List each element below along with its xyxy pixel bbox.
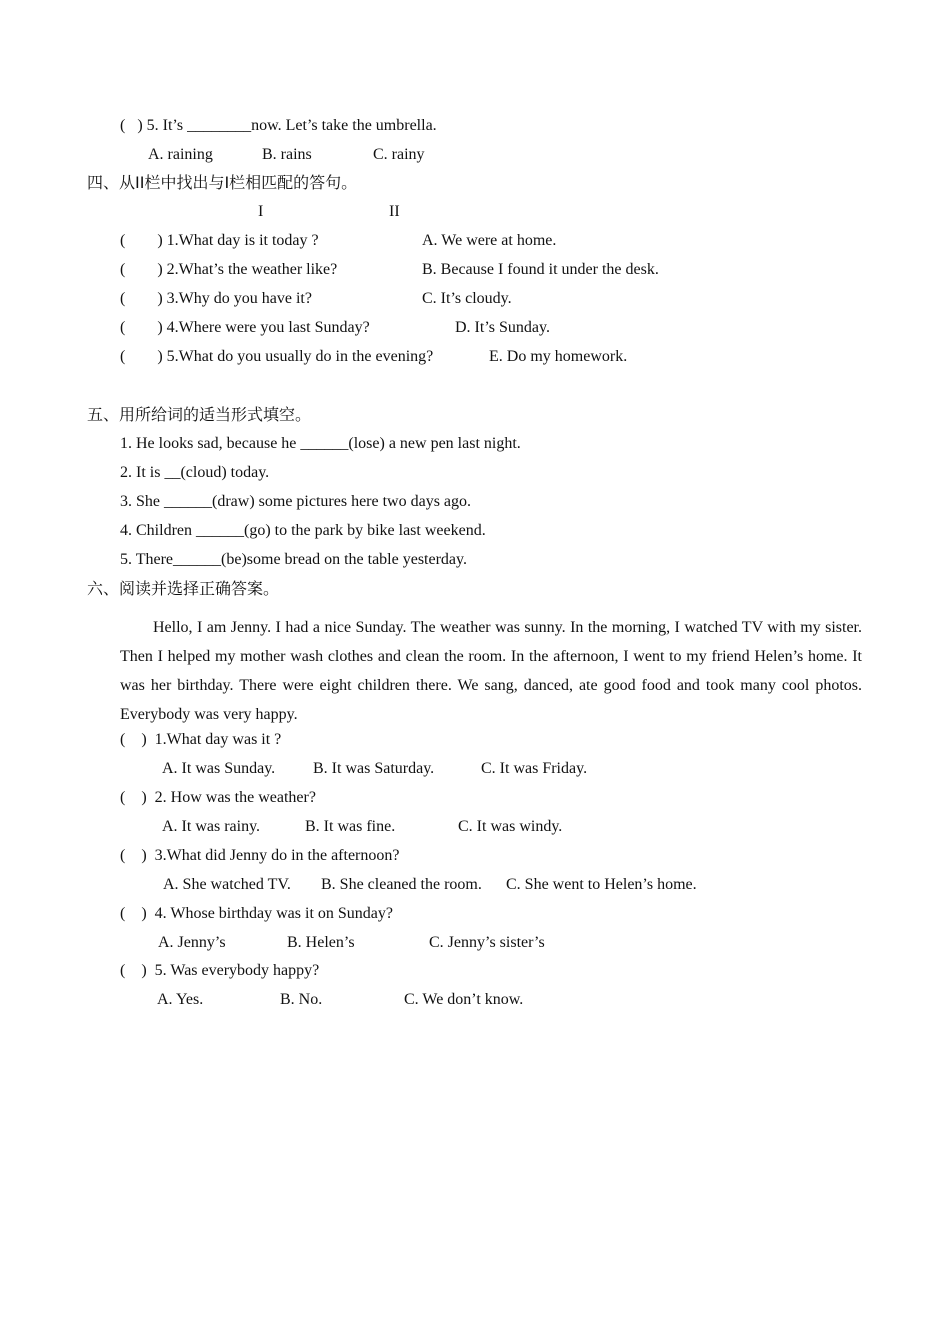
reading-option-a: A. It was rainy. <box>162 818 261 835</box>
match-answer: A. We were at home. <box>422 232 557 249</box>
match-question: ( ) 1.What day is it today ? <box>120 232 319 249</box>
section6-heading: 六、阅读并选择正确答案。 <box>87 579 280 598</box>
fill-blank-item: 5. There______(be)some bread on the table yesterday. <box>120 551 467 568</box>
s3-option-c: C. rainy <box>373 146 425 163</box>
section5-heading: 五、用所给词的适当形式填空。 <box>87 405 312 424</box>
reading-option-b: B. It was Saturday. <box>313 760 435 777</box>
reading-option-c: C. Jenny’s sister’s <box>429 934 545 951</box>
reading-option-a: A. She watched TV. <box>163 876 291 893</box>
fill-blank-item: 2. It is __(cloud) today. <box>120 464 270 481</box>
reading-question: ( ) 1.What day was it ? <box>120 731 282 748</box>
reading-passage: Hello, I am Jenny. I had a nice Sunday. The weather was sunny. In the morning, I watched TV with my sister. Then I helped my mother wash clothes and clean the room. In the afternoon, I went to my friend Helen’s home. It was her birthday. There were eight children there. We sang, danced, ate good food and took many cool photos. Everybody was very happy. <box>120 619 862 723</box>
reading-option-a: A. Jenny’s <box>158 934 226 951</box>
reading-option-a: A. It was Sunday. <box>162 760 276 777</box>
reading-option-c: C. It was Friday. <box>481 760 588 777</box>
section4-heading: 四、从II栏中找出与I栏相匹配的答句。 <box>87 173 358 192</box>
match-answer: D. It’s Sunday. <box>455 319 550 336</box>
column-ii-label: II <box>389 203 400 220</box>
reading-question: ( ) 4. Whose birthday was it on Sunday? <box>120 905 393 922</box>
reading-option-a: A. Yes. <box>157 991 204 1008</box>
reading-option-c: C. We don’t know. <box>404 991 524 1008</box>
s3-option-b: B. rains <box>262 146 312 163</box>
fill-blank-item: 3. She ______(draw) some pictures here two days ago. <box>120 493 472 510</box>
reading-question: ( ) 3.What did Jenny do in the afternoon? <box>120 847 400 864</box>
reading-option-b: B. No. <box>280 991 323 1008</box>
reading-option-c: C. She went to Helen’s home. <box>506 876 697 893</box>
match-question: ( ) 5.What do you usually do in the evening? <box>120 348 434 365</box>
reading-option-b: B. It was fine. <box>305 818 396 835</box>
match-question: ( ) 3.Why do you have it? <box>120 290 312 307</box>
match-answer: C. It’s cloudy. <box>422 290 512 307</box>
match-question: ( ) 4.Where were you last Sunday? <box>120 319 370 336</box>
reading-option-b: B. Helen’s <box>287 934 355 951</box>
reading-option-c: C. It was windy. <box>458 818 563 835</box>
reading-question: ( ) 5. Was everybody happy? <box>120 962 320 979</box>
match-question: ( ) 2.What’s the weather like? <box>120 261 338 278</box>
s3-question-5: ( ) 5. It’s ________now. Let’s take the umbrella. <box>120 117 437 134</box>
s3-option-a: A. raining <box>148 146 213 163</box>
reading-option-b: B. She cleaned the room. <box>321 876 482 893</box>
reading-question: ( ) 2. How was the weather? <box>120 789 316 806</box>
column-i-label: I <box>258 203 264 220</box>
fill-blank-item: 4. Children ______(go) to the park by bike last weekend. <box>120 522 486 539</box>
match-answer: E. Do my homework. <box>489 348 628 365</box>
match-answer: B. Because I found it under the desk. <box>422 261 659 278</box>
fill-blank-item: 1. He looks sad, because he ______(lose) a new pen last night. <box>120 435 521 452</box>
